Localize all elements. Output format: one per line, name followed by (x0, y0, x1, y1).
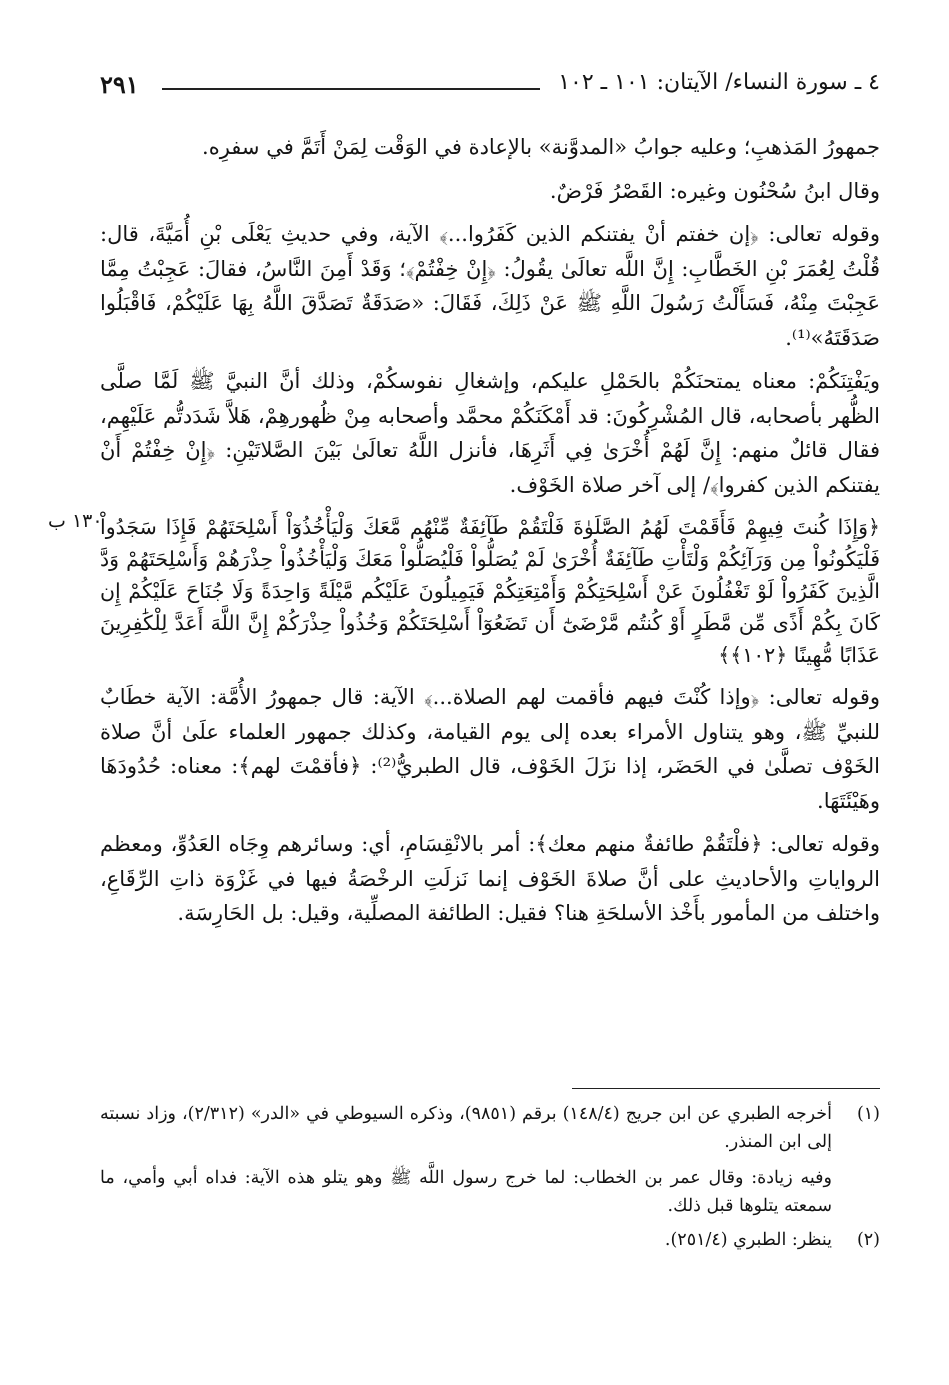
paragraph: جمهورُ المَذهبِ؛ وعليه جوابُ «المدوَّنة» بالإعادة في الوَقْت لِمَنْ أَتَمَّ في سفرِه. (202, 135, 880, 159)
page-number: ٢٩١ (100, 70, 139, 99)
footnote-extra-text: وفيه زيادة: وقال عمر بن الخطاب: لما خرج رسول اللَّه ﷺ وهو يتلو هذه الآية: فداه أبي وأمي، ما سمعته يتلوها قبل ذلك. (100, 1168, 832, 1216)
footnote-1 (100, 1100, 880, 1220)
footnote-label: (٢) (856, 1230, 880, 1250)
quran-verse-block: ﴿وَإِذَا كُنتَ فِيهِمْ فَأَقَمْتَ لَهُمُ الصَّلَوٰةَ فَلْتَقُمْ طَآئِفَةٌ مِّنْهُم مَّعَكَ وَلْيَأْخُذُوٓاْ أَسْلِحَتَهُمْ فَإِذَا سَجَدُواْ فَلْيَكُونُواْ مِن وَرَآئِكُمْ وَلْتَأْتِ طَآئِفَةٌ أُخْرَىٰ لَمْ يُصَلُّواْ فَلْيُصَلُّواْ مَعَكَ وَلْيَأْخُذُواْ حِذْرَهُمْ وَأَسْلِحَتَهُمْ وَدَّ الَّذِينَ كَفَرُواْ لَوْ تَغْفُلُونَ عَنْ أَسْلِحَتِكُمْ وَأَمْتِعَتِكُمْ فَيَمِيلُونَ عَلَيْكُم مَّيْلَةً وَاحِدَةً وَلَا جُنَاحَ عَلَيْكُمْ إِن كَانَ بِكُمْ أَذًى مِّن مَّطَرٍ أَوْ كُنتُم مَّرْضَىٰٓ أَن تَضَعُوٓاْ أَسْلِحَتَكُمْ وَخُذُواْ حِذْرَكُمْ إِنَّ اللَّهَ أَعَدَّ لِلْكَٰفِرِينَ عَذَابًا مُّهِينًا ﴿١٠٢﴾﴾ (100, 515, 880, 667)
main-text (100, 130, 880, 940)
footnotes (100, 1100, 880, 1260)
margin-folio-note: ١٣٠ ب (48, 510, 103, 532)
footnote-2 (100, 1226, 880, 1254)
footnote-text: أخرجه الطبري عن ابن جريج (١٤٨/٤) برقم (٩٨٥١)، وذكره السيوطي في «الدر» (٢/٣١٢)، وزاد نسبته إلى ابن المنذر. (100, 1104, 832, 1152)
header-rule (162, 88, 540, 90)
paragraph: ويَفْتِنَكُمْ: معناه يمتحنَكُمْ بالحَمْلِ عليكم، وإشغالِ نفوسكُمْ، وذلك أنَّ النبيَّ ﷺ لَمَّا صلَّى الظُّهر بأصحابه، قال المُشْرِكُونَ: قد أَمْكَنَكُمْ محمَّد وأصحابه مِنْ ظُهورهِمْ، هَلاَّ شَدَدتُّم عَلَيْهِم، فقال قائلٌ منهم: إِنَّ لَهُمْ أُخْرَىٰ فِي أَثَرِهَا، فأنزل اللَّهُ تعالَىٰ بَيْنَ الصَّلاتَيْنِ: ﴿إِنْ خِفْتُمْ أَنْ يفتنكم الذين كفروا﴾/ إلى آخر صلاة الخَوْف. (100, 369, 880, 497)
paragraph: وقال ابنُ سُحْنُون وغيره: القَصْرُ فَرْضٌ. (549, 178, 880, 203)
footnote-label: (١) (856, 1104, 880, 1124)
paragraph: وقوله تعالى: ﴿إن خفتم أنْ يفتنكم الذين كَفَرُوا...﴾ الآية، وفي حديثِ يَعْلَى بْنِ أُمَيَّةَ، قال: قُلْتُ لِعُمَرَ بْنِ الخَطَّابِ: إِنَّ اللَّه تعالَىٰ يقُولُ: ﴿إِنْ خِفْتُمْ﴾؛ وَقَدْ أَمِنَ النَّاسُ، فقالَ: عَجِبْتُ مِمَّا عَجِبْتَ مِنْهُ، فَسَأَلْتُ رَسُولَ اللَّهِ ﷺ عَنْ ذَلِكَ، فَقَالَ: «صَدَقَةٌ تَصَدَّقَ اللَّهُ بِهَا عَلَيْكُمْ، فَاقْبَلُوا صَدَقَتَهُ»⁽¹⁾. (100, 222, 880, 350)
footnote-separator (572, 1088, 880, 1089)
page-header (100, 70, 880, 102)
footnote-body (100, 1100, 832, 1220)
paragraph: وقوله تعالى: ﴿فلْتَقُمْ طائفةٌ منهم معك﴾: أمر بالانْقِسَامِ، أي: وسائرهم وِجَاه العَدُوِّ، ومعظم الرواياتِ والأحاديثِ على أنَّ صلاةَ الخَوْف إنما نَزلَتِ الرخْصَةُ فيها في غَزْوَة ذاتِ الرِّقَاعِ، واختلف من المأمور بأَخْذ الأسلحَةِ هنا؟ فقيل: الطائفة المصلِّية، وقيل: بل الحَارِسَة. (100, 832, 880, 925)
running-head: ٤ ـ سورة النساء/ الآيتان: ١٠١ ـ ١٠٢ (558, 70, 880, 95)
paragraph: وقوله تعالى: ﴿وإذا كُنْتَ فيهم فأقمت لهم الصلاة...﴾ الآية: قال جمهورُ الأُمَّة: الآية خطَابٌ للنبيِّ ﷺ، وهو يتناول الأمراء بعده إلى يوم القيامة، وكذلك جمهور العلماء علَىٰ أنَّ صلاة الخَوْف تصلَّىٰ في الحَضَر، إذا نزَلَ الخَوْف، قال الطبريُّ⁽²⁾: ﴿فأقمْتَ لهم﴾: معناه: حُدُودَهَا وهَيْئَتَهَا. (100, 685, 880, 813)
footnote-text: ينظر: الطبري (٢٥١/٤). (664, 1230, 832, 1250)
